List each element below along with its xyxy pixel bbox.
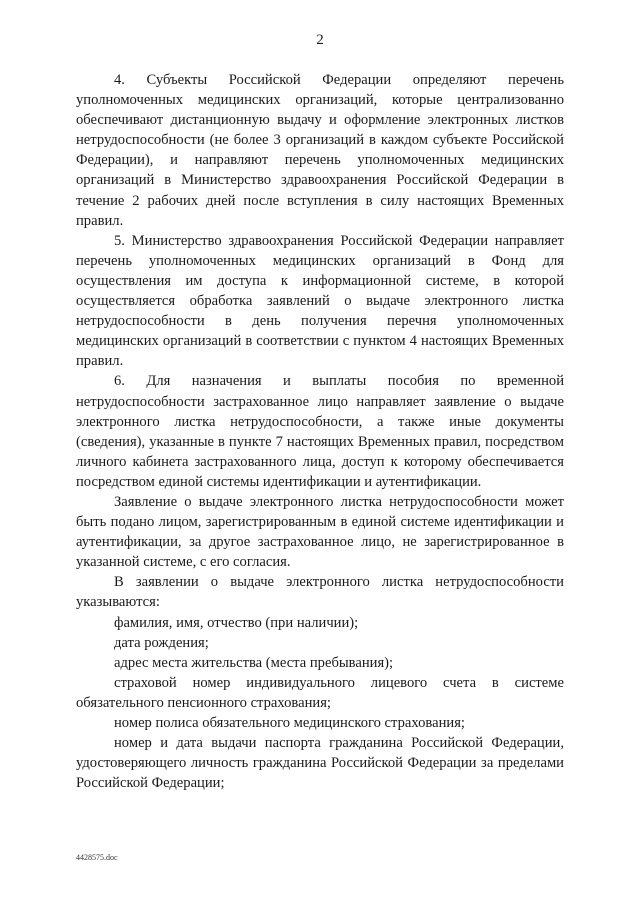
list-item-birth-date: дата рождения; xyxy=(114,634,209,651)
paragraph-item-6: 6. Для назначения и выплаты пособия по временной нетрудоспособности застрахованное лицо направляет заявление о выдаче электронного листка нетрудоспособности, а также иные документы (сведения), указанные в пункте 7 настоящих Временных правил, посредством личного кабинета застрахованного лица, доступ к которому обеспечивается посредством единой системы идентификации и аутентификации. xyxy=(76,373,564,490)
paragraph-proxy-application: Заявление о выдаче электронного листка нетрудоспособности может быть подано лицом, зарегистрированным в единой системе идентификации и аутентификации, за другое застрахованное лицо, не зарегистрированное в указанной системе, с его согласия. xyxy=(76,493,564,571)
list-item-full-name: фамилия, имя, отчество (при наличии); xyxy=(114,614,359,631)
footer-file-id: 4428575.doc xyxy=(76,853,118,862)
paragraph-application-contents: В заявлении о выдаче электронного листка нетрудоспособности указываются: xyxy=(76,574,564,611)
paragraph-item-5: 5. Министерство здравоохранения Российской Федерации направляет перечень уполномоченных медицинских организаций в Фонд для осуществления им доступа к информационной системе, в которой осуществляется обработка заявлений о выдаче электронного листка нетрудоспособности в день получения перечня уполномоченных медицинских организаций в соответствии с пунктом 4 настоящих Временных правил. xyxy=(76,232,564,370)
list-item-passport: номер и дата выдачи паспорта гражданина Российской Федерации, удостоверяющего личность гражданина Российской Федерации за пределами Российской Федерации; xyxy=(76,735,564,792)
paragraph-item-4: 4. Субъекты Российской Федерации определяют перечень уполномоченных медицинских организаций, которые централизованно обеспечивают дистанционную выдачу и оформление электронных листков нетрудоспособности (не более 3 организаций в каждом субъекте Российской Федерации), и направляют перечень уполномоченных медицинских организаций в Министерство здравоохранения Российской Федерации в течение 2 рабочих дней после вступления в силу настоящих Временных правил. xyxy=(76,72,564,229)
document-body xyxy=(76,70,564,793)
list-item-address: адрес места жительства (места пребывания); xyxy=(114,654,394,671)
page-number: 2 xyxy=(316,32,324,48)
list-item-insurance-policy: номер полиса обязательного медицинского страхования; xyxy=(114,715,465,731)
list-item-snils: страховой номер индивидуального лицевого счета в системе обязательного пенсионного страхования; xyxy=(76,674,564,711)
